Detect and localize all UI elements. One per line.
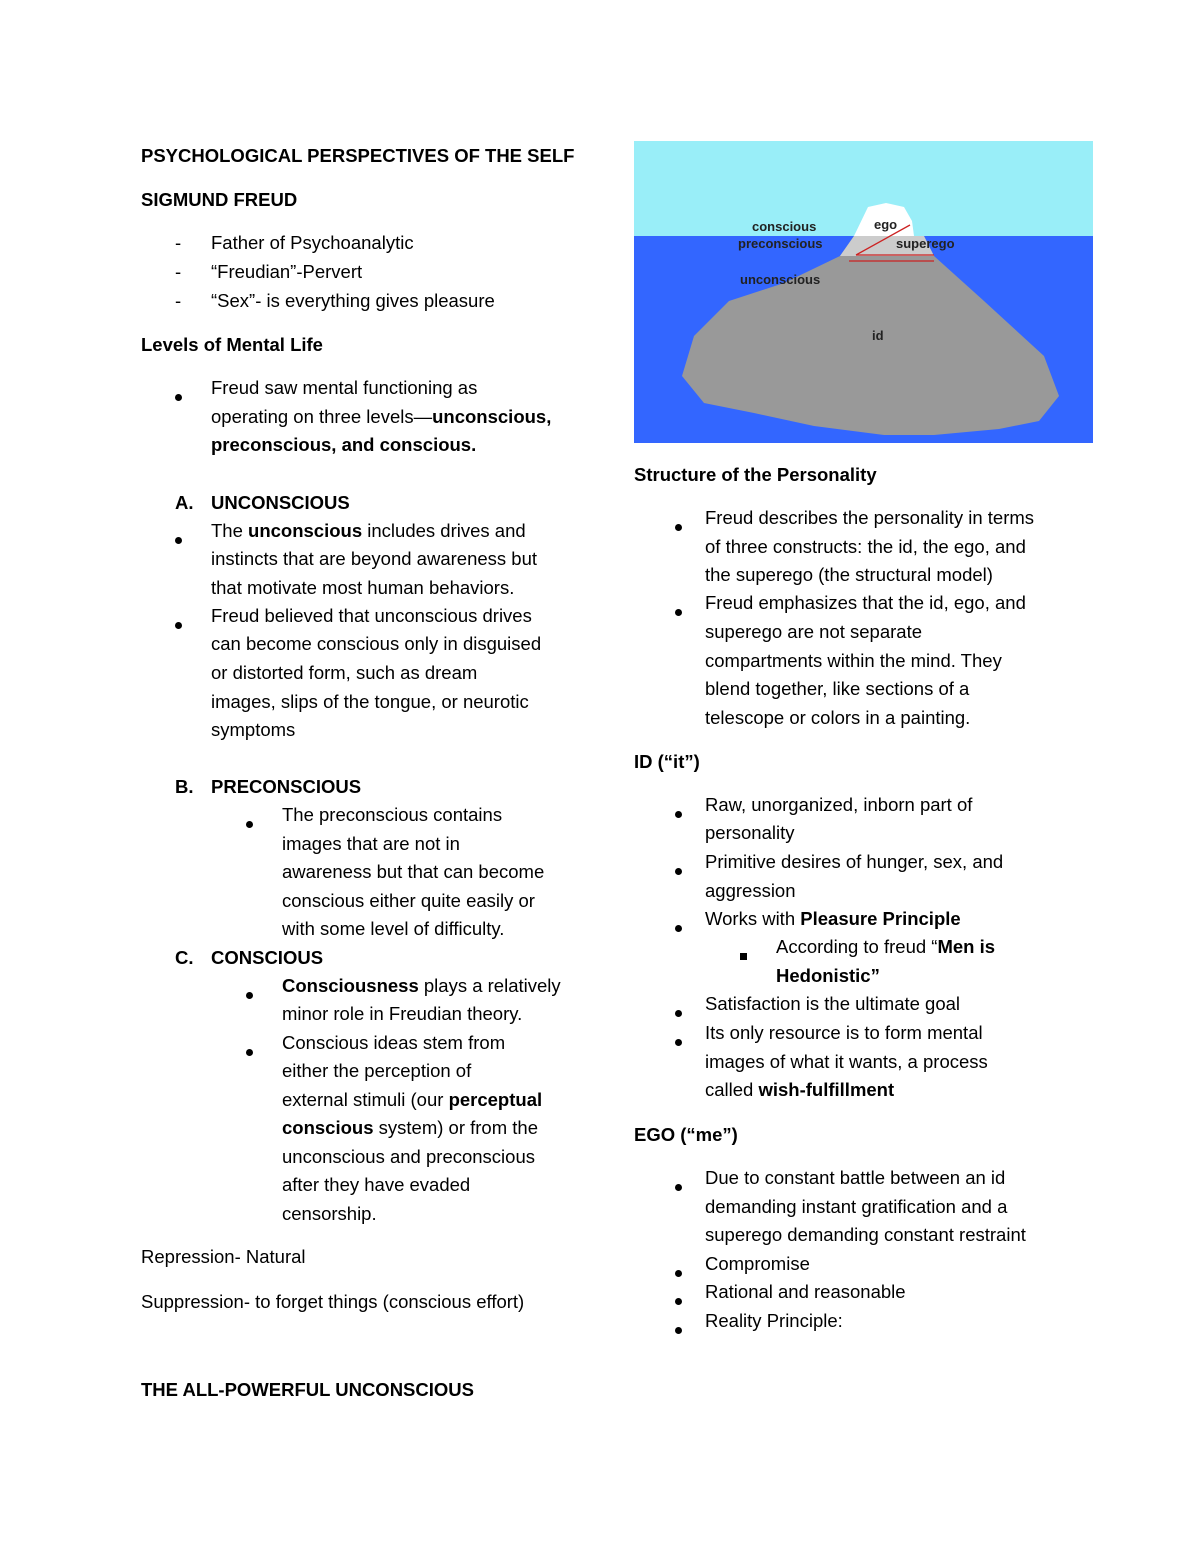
text-line: unconscious and preconscious (282, 1146, 535, 1167)
text-line: with some level of difficulty. (282, 918, 505, 939)
preconscious-heading: PRECONSCIOUS (211, 776, 362, 797)
bullet-marker (675, 858, 682, 880)
levels-intro-line: preconscious, and conscious. (211, 434, 477, 455)
page-title: PSYCHOLOGICAL PERSPECTIVES OF THE SELF (141, 145, 575, 166)
text-line: images of what it wants, a process (705, 1051, 988, 1072)
text-line: either the perception of (282, 1060, 472, 1081)
text-line: symptoms (211, 719, 296, 740)
text-line: Works with Pleasure Principle (705, 908, 961, 929)
bullet-marker (675, 1029, 682, 1051)
text-line: conscious either quite easily or (282, 890, 535, 911)
levels-intro-line: operating on three levels—unconscious, (211, 406, 552, 427)
list-item: “Freudian”-Pervert (211, 261, 363, 282)
section-letter: B. (175, 776, 194, 797)
dash-marker: - (175, 232, 182, 253)
bullet-marker (675, 1317, 682, 1339)
text-line: of three constructs: the id, the ego, and (705, 536, 1026, 557)
ego-label: ego (874, 217, 898, 232)
text-line: or distorted form, such as dream (211, 662, 478, 683)
bullet-marker (675, 1260, 682, 1282)
text-line: images, slips of the tongue, or neurotic (211, 691, 529, 712)
text-line: awareness but that can become (282, 861, 545, 882)
text-line: demanding instant gratification and a (705, 1196, 1008, 1217)
bullet-marker (246, 1039, 253, 1061)
text-line: aggression (705, 880, 796, 901)
unconscious-label: unconscious (740, 272, 821, 287)
text-line: Consciousness plays a relatively (282, 975, 561, 996)
id-label: id (872, 328, 884, 343)
bullet-marker (246, 982, 253, 1004)
text-line: Hedonistic” (776, 965, 880, 986)
superego-label: superego (896, 236, 955, 251)
preconscious-label: preconscious (738, 236, 823, 251)
section-letter: A. (175, 492, 194, 513)
all-powerful-heading: THE ALL-POWERFUL UNCONSCIOUS (141, 1379, 474, 1400)
bullet-marker (675, 801, 682, 823)
levels-intro-line: Freud saw mental functioning as (211, 377, 478, 398)
bullet-marker (675, 1000, 682, 1022)
text-line: instincts that are beyond awareness but (211, 548, 537, 569)
text-line: Its only resource is to form mental (705, 1022, 983, 1043)
text-line: Raw, unorganized, inborn part of (705, 794, 973, 815)
bullet-marker (675, 514, 682, 536)
text-line: that motivate most human behaviors. (211, 577, 515, 598)
text-line: can become conscious only in disguised (211, 633, 542, 654)
text-line: superego are not separate (705, 621, 923, 642)
iceberg-diagram (634, 141, 1093, 443)
text-line: The preconscious contains (282, 804, 503, 825)
ego-heading: EGO (“me”) (634, 1124, 738, 1145)
text-line: Rational and reasonable (705, 1281, 906, 1302)
list-item: “Sex”- is everything gives pleasure (211, 290, 495, 311)
text-line: Freud believed that unconscious drives (211, 605, 532, 626)
dash-marker: - (175, 290, 182, 311)
text-line: called wish-fulfillment (705, 1079, 895, 1100)
conscious-label: conscious (752, 219, 817, 234)
levels-heading: Levels of Mental Life (141, 334, 323, 355)
bullet-marker (675, 915, 682, 937)
text-line: after they have evaded (282, 1174, 471, 1195)
text-line: Freud describes the personality in terms (705, 507, 1035, 528)
bullet-marker (246, 811, 253, 833)
text-line: minor role in Freudian theory. (282, 1003, 523, 1024)
bullet-marker (675, 1288, 682, 1310)
text-line: Conscious ideas stem from (282, 1032, 506, 1053)
bullet-marker (675, 1174, 682, 1196)
dash-marker: - (175, 261, 182, 282)
id-heading: ID (“it”) (634, 751, 700, 772)
text-line: Reality Principle: (705, 1310, 843, 1331)
text-line: Primitive desires of hunger, sex, and (705, 851, 1004, 872)
square-bullet-marker (740, 943, 747, 965)
suppression-line: Suppression- to forget things (conscious effort) (141, 1291, 525, 1312)
text-line: superego demanding constant restraint (705, 1224, 1026, 1245)
text-line: censorship. (282, 1203, 377, 1224)
text-line: telescope or colors in a painting. (705, 707, 971, 728)
bullet-marker (175, 612, 182, 634)
text-line: external stimuli (our perceptual (282, 1089, 543, 1110)
freud-heading: SIGMUND FREUD (141, 189, 298, 210)
text-line: conscious system) or from the (282, 1117, 538, 1138)
text-line: blend together, like sections of a (705, 678, 970, 699)
repression-line: Repression- Natural (141, 1246, 306, 1267)
bullet-marker (175, 527, 182, 549)
text-line: Freud emphasizes that the id, ego, and (705, 592, 1026, 613)
list-item: Father of Psychoanalytic (211, 232, 414, 253)
text-line: Due to constant battle between an id (705, 1167, 1006, 1188)
text-line: According to freud “Men is (776, 936, 996, 957)
text-line: Satisfaction is the ultimate goal (705, 993, 961, 1014)
conscious-heading: CONSCIOUS (211, 947, 324, 968)
section-letter: C. (175, 947, 194, 968)
structure-heading: Structure of the Personality (634, 464, 877, 485)
unconscious-heading: UNCONSCIOUS (211, 492, 350, 513)
text-line: the superego (the structural model) (705, 564, 993, 585)
text-line: images that are not in (282, 833, 460, 854)
bullet-marker (175, 384, 182, 406)
text-line: The unconscious includes drives and (211, 520, 526, 541)
bullet-marker (675, 599, 682, 621)
text-line: personality (705, 822, 795, 843)
text-line: Compromise (705, 1253, 810, 1274)
text-line: compartments within the mind. They (705, 650, 1002, 671)
